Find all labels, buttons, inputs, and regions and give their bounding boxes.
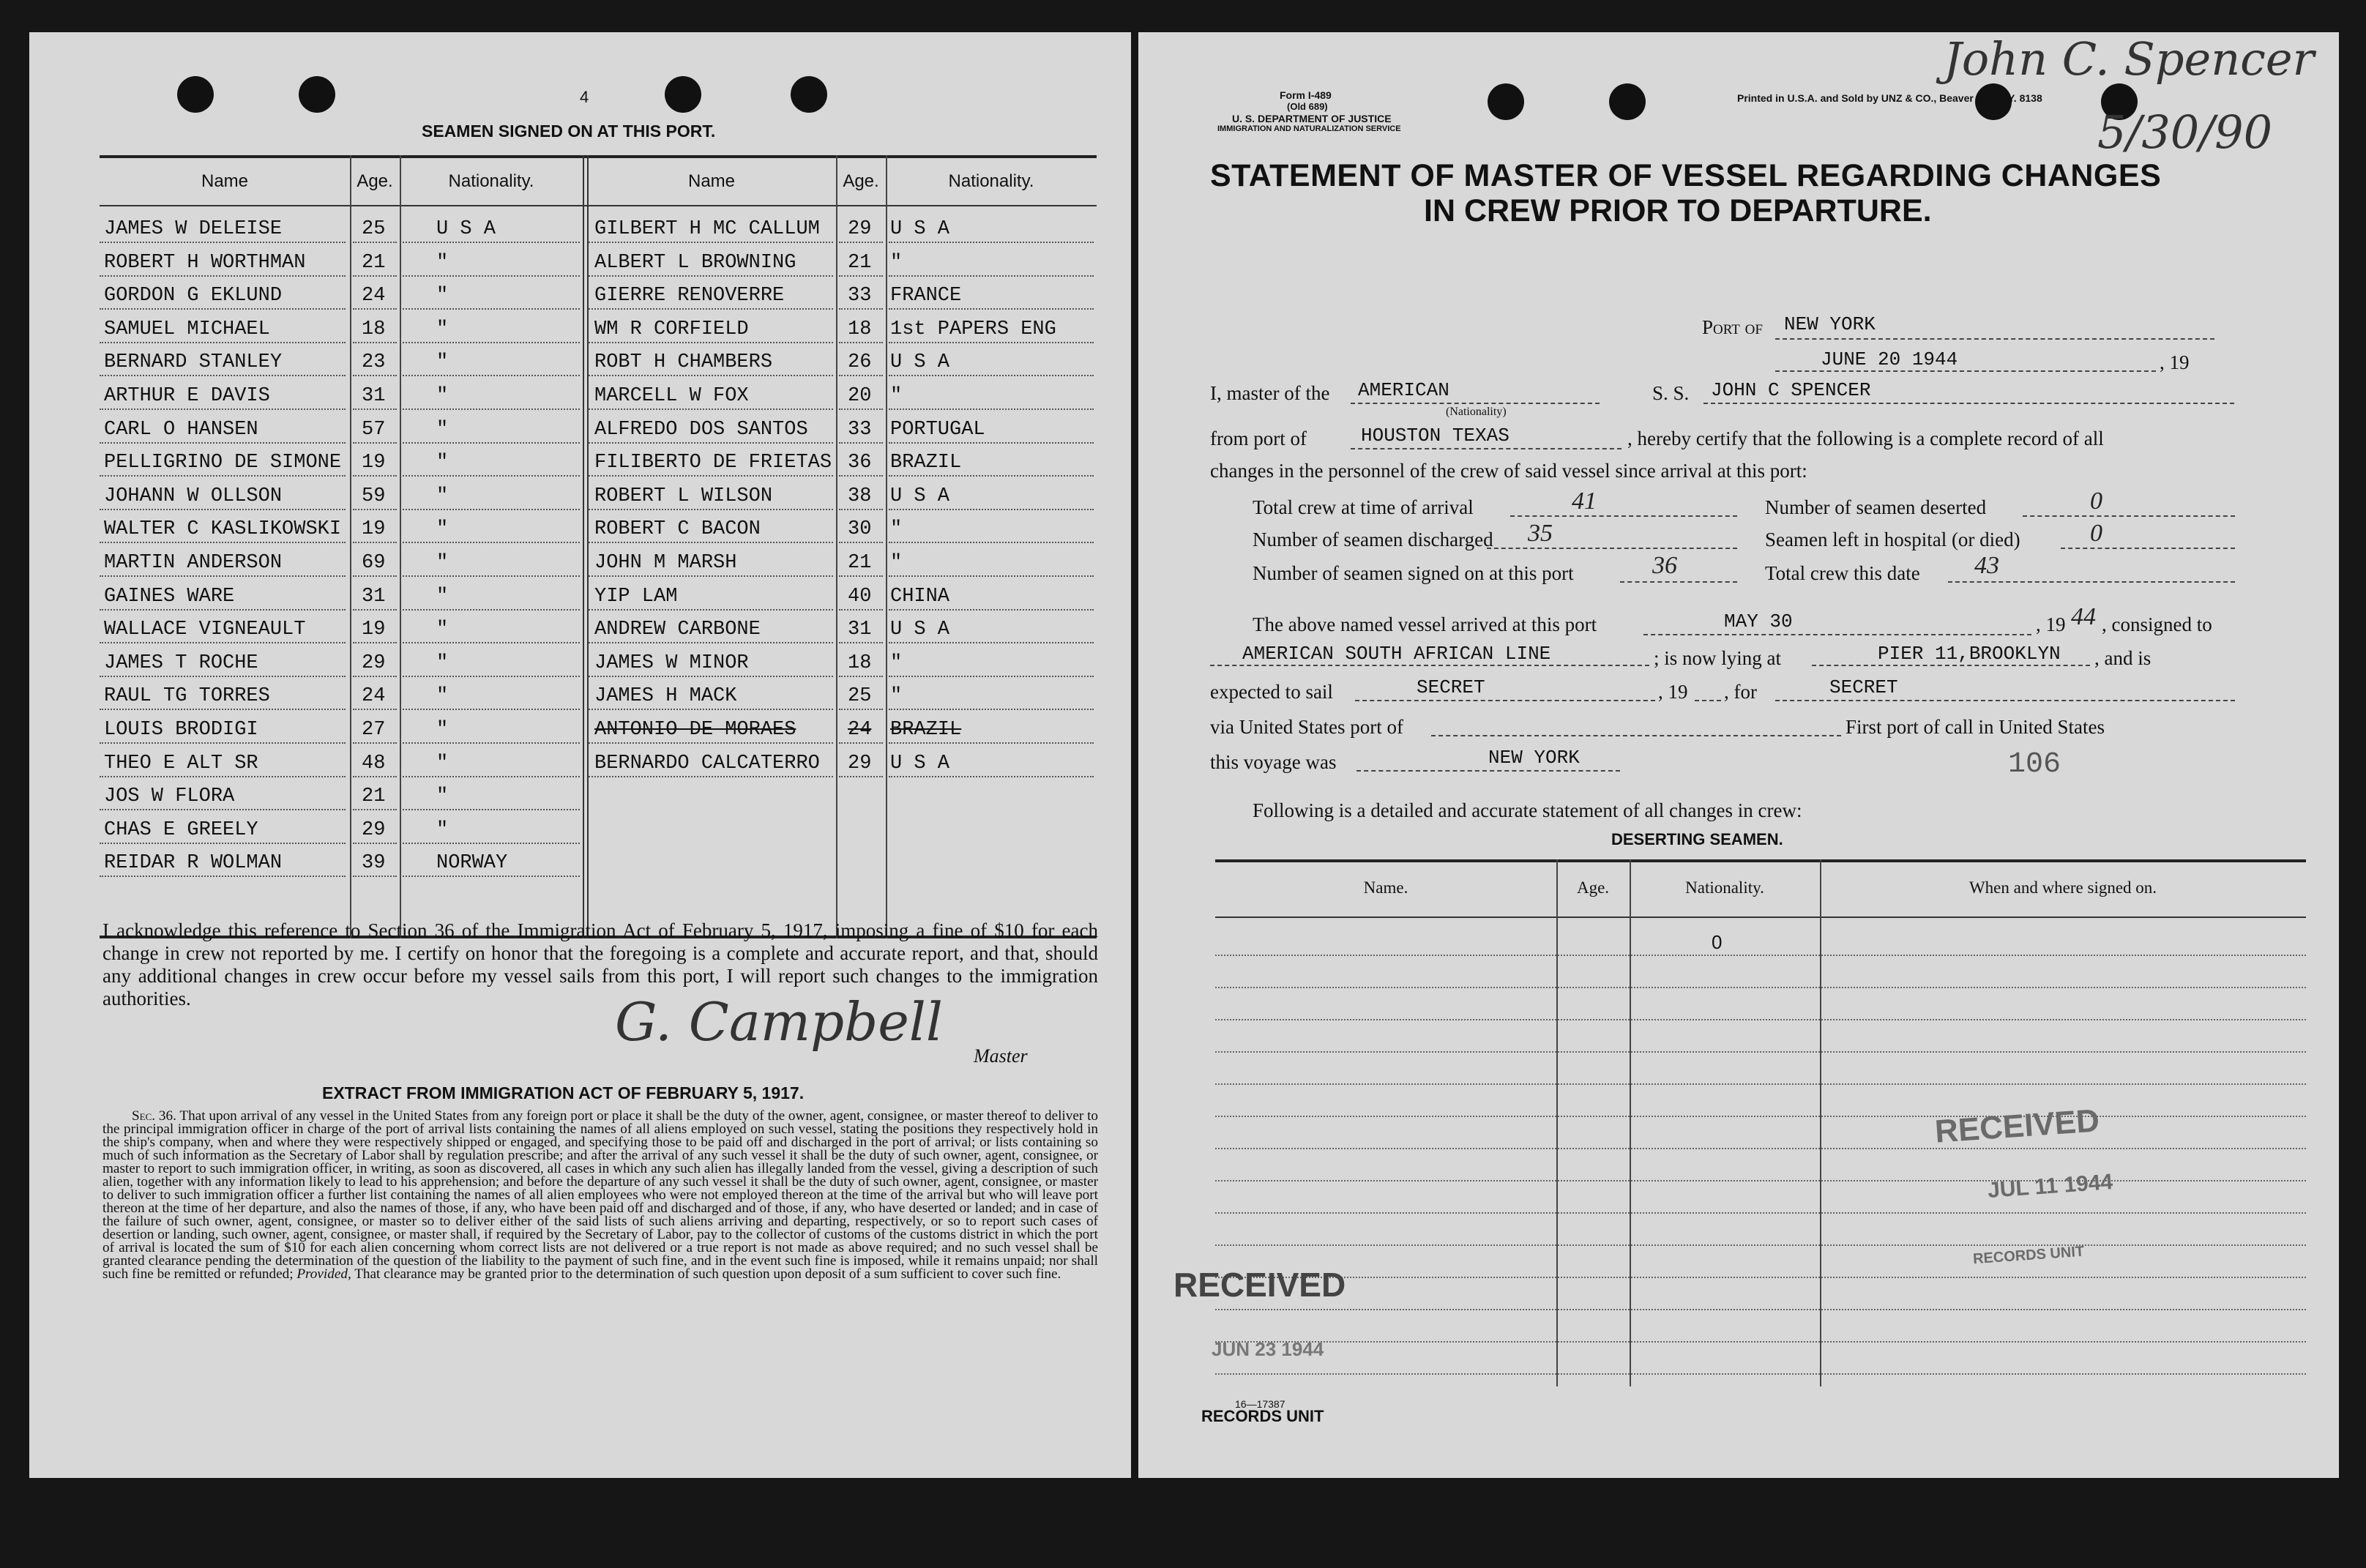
crew-age: 38	[848, 485, 872, 507]
crew-age: 18	[362, 318, 386, 340]
nationality-caption: (Nationality)	[1446, 406, 1507, 418]
extract-body: That upon arrival of any vessel in the United States from any foreign port or place it shall be the duty of the owner, agent, consignee, or master thereof to deliver to the principal immigration officer in charge of the port of arrival lists containing the names of all aliens employed on such vessel, stating the positions they respectively hold in the ship's company, when and where they were respectively shipped or engaged, and specifying those to be paid off and discharged in the port of arrival; or lists containing so much of such information as the Secretary of Labor shall by regulation prescribe; and after the arrival of any such vessel it shall be the duty of such owner, agent, consignee, or master to report to such immigration officer, in writing, as soon as discovered, all cases in which any such alien has illegally landed from the vessel, giving a description of such alien, together with any information likely to lead to his apprehension; and before the departure of any such vessel it shall be the duty of such owner, agent, consignee, or master to deliver to such immigration officer a further list containing the names of all alien employees who were not employed thereon at the time of the arrival but who will leave port thereon at the time of her departure, and also the names of those, if any, who have been paid off and discharged and of those, if any, who have deserted or landed; and in case of the failure of such owner, agent, consignee, or master so to deliver either of the said lists of such aliens arriving and departing, respectively, or so to report such cases of desertion or landing, such owner, agent, consignee, or master shall, if required by the Secretary of Labor, pay to the collector of customs of the customs district in which the port of arrival is located the sum of $10 for each alien concerning whom correct lists are not delivered or a true report is not made as above required; and no such vessel shall be granted clearance pending the determination of the question of the liability to the payment of such fine, and in the event such fine is imposed, while it remains unpaid; nor shall such fine be remitted or refunded;	[102, 1108, 1098, 1282]
crew-table-row	[100, 282, 1097, 314]
crew-name: YIP LAM	[594, 585, 678, 608]
crew-name: THEO E ALT SR	[104, 752, 258, 774]
crew-name: GORDON G EKLUND	[104, 285, 283, 307]
col-header-nationality: Nationality.	[448, 171, 534, 191]
expected-sail-label: expected to sail	[1210, 681, 1333, 703]
crew-age: 24	[848, 719, 872, 741]
crew-nationality: 1st PAPERS ENG	[890, 318, 1056, 340]
crew-age: 40	[848, 585, 872, 608]
crew-age: 18	[848, 652, 872, 674]
deserting-seamen-table	[1215, 859, 2306, 1386]
extract-title: EXTRACT FROM IMMIGRATION ACT OF FEBRUARY 5, 1917.	[322, 1083, 805, 1102]
crew-age: 19	[362, 619, 386, 641]
extract-text	[102, 1110, 1098, 1281]
changes-text: changes in the personnel of the crew of said vessel since arrival at this port:	[1210, 460, 1807, 482]
desert-col-age: Age.	[1576, 878, 1610, 897]
crew-table-row	[100, 382, 1097, 414]
crew-age: 27	[362, 719, 386, 741]
crew-nationality: "	[436, 685, 449, 708]
crew-age: 23	[362, 351, 386, 374]
expected-sail-value: SECRET	[1417, 676, 1485, 698]
crew-table-title: SEAMEN SIGNED ON AT THIS PORT.	[422, 122, 716, 141]
col-header-age: Age.	[357, 171, 393, 191]
crew-age: 21	[848, 251, 872, 274]
crew-nationality: "	[436, 619, 449, 641]
arrived-date: MAY 30	[1724, 611, 1793, 632]
crew-name: LOUIS BRODIGI	[104, 719, 258, 741]
arrived-label: The above named vessel arrived at this port	[1253, 613, 1597, 635]
crew-table-row	[100, 549, 1097, 581]
port-of-label: Port of	[1702, 316, 1763, 338]
crew-table-row	[100, 616, 1097, 648]
desert-col-nationality: Nationality.	[1685, 878, 1764, 897]
crew-name: JAMES T ROCHE	[104, 652, 258, 674]
crew-name: BERNARDO CALCATERRO	[594, 752, 820, 774]
crew-name: ALBERT L BROWNING	[594, 251, 796, 274]
crew-age: 24	[362, 285, 386, 307]
consignee-value: AMERICAN SOUTH AFRICAN LINE	[1242, 643, 1551, 665]
total-crew-date-value: 43	[1974, 552, 1999, 579]
nationality-value: AMERICAN	[1358, 379, 1449, 401]
crew-name: MARTIN ANDERSON	[104, 552, 283, 574]
punch-hole	[299, 76, 335, 113]
crew-nationality: PORTUGAL	[890, 418, 985, 441]
crew-nationality: "	[436, 385, 449, 407]
lying-at-value: PIER 11,BROOKLYN	[1878, 643, 2061, 665]
crew-age: 19	[362, 518, 386, 541]
crew-name: JAMES H MACK	[594, 685, 737, 708]
crew-table-row	[100, 783, 1097, 815]
crew-table-row	[100, 649, 1097, 682]
following-text: Following is a detailed and accurate statement of all changes in crew:	[1253, 799, 1802, 821]
consigned-label: , consigned to	[2102, 613, 2212, 635]
crew-name: JAMES W MINOR	[594, 652, 749, 674]
crew-name: JOHANN W OLLSON	[104, 485, 283, 507]
punch-hole	[1609, 83, 1646, 120]
crew-name: ROBERT L WILSON	[594, 485, 773, 507]
right-page	[1138, 32, 2339, 1478]
form-date: JUNE 20 1944	[1821, 348, 1958, 370]
crew-nationality: FRANCE	[890, 285, 962, 307]
crew-name: REIDAR R WOLMAN	[104, 852, 283, 875]
crew-age: 33	[848, 418, 872, 441]
crew-nationality: "	[890, 685, 903, 708]
crew-name: ALFREDO DOS SANTOS	[594, 418, 808, 441]
crew-age: 21	[362, 785, 386, 808]
crew-name: GILBERT H MC CALLUM	[594, 218, 820, 240]
crew-age: 33	[848, 285, 872, 307]
crew-nationality: BRAZIL	[890, 452, 962, 474]
from-port-value: HOUSTON TEXAS	[1361, 425, 1509, 447]
crew-age: 29	[848, 218, 872, 240]
crew-name: ROBERT H WORTHMAN	[104, 251, 306, 274]
desert-col-name: Name.	[1363, 878, 1408, 897]
acknowledgement-text: I acknowledge this reference to Section 36 of the Immigration Act of February 5, 1917, imposing a fine of $10 for each change in crew not reported by me. I certify on honor that the foregoing is a complete and accurate report, and that, should any additional changes in crew occur before my vessel sails from this port, I will report such changes to the immigration authorities.	[102, 919, 1098, 1009]
crew-age: 18	[848, 318, 872, 340]
crew-nationality: U S A	[436, 218, 496, 240]
from-port-label: from port of	[1210, 428, 1307, 449]
crew-nationality: NORWAY	[436, 852, 508, 875]
bottom-code: 16—17387	[1235, 1398, 1285, 1410]
crew-table-row	[100, 716, 1097, 748]
vessel-name: JOHN C SPENCER	[1711, 379, 1871, 401]
crew-age: 31	[362, 585, 386, 608]
for-label: , for	[1724, 681, 1757, 703]
crew-age: 25	[362, 218, 386, 240]
signed-on-value: 36	[1652, 552, 1677, 579]
crew-name: RAUL TG TORRES	[104, 685, 270, 708]
year-suffix: , 19	[2160, 351, 2190, 373]
crew-nationality: "	[436, 652, 449, 674]
crew-age: 21	[848, 552, 872, 574]
crew-age: 29	[362, 652, 386, 674]
crew-age: 25	[848, 685, 872, 708]
crew-nationality: "	[436, 418, 449, 441]
crew-age: 20	[848, 385, 872, 407]
crew-nationality: "	[436, 285, 449, 307]
crew-name: JOS W FLORA	[104, 785, 235, 808]
hospital-label: Seamen left in hospital (or died)	[1765, 529, 2020, 550]
crew-name: MARCELL W FOX	[594, 385, 749, 407]
crew-table-row	[100, 583, 1097, 615]
arrived-year-value: 44	[2071, 603, 2096, 630]
crew-age: 59	[362, 485, 386, 507]
crew-nationality: "	[890, 652, 903, 674]
crew-name: ROBT H CHAMBERS	[594, 351, 773, 374]
arrived-year-label: , 19	[2036, 613, 2066, 635]
crew-table-row	[100, 816, 1097, 848]
col-header-name: Name	[201, 171, 249, 191]
first-port-label: First port of call in United States	[1846, 716, 2105, 738]
master-signature: G. Campbell	[615, 991, 943, 1053]
for-value: SECRET	[1829, 676, 1898, 698]
crew-age: 19	[362, 452, 386, 474]
crew-name: ROBERT C BACON	[594, 518, 761, 541]
crew-table-row	[100, 682, 1097, 714]
crew-name: WALLACE VIGNEAULT	[104, 619, 306, 641]
crew-nationality: "	[436, 818, 449, 841]
punch-hole	[177, 76, 214, 113]
old-form-number: (Old 689)	[1287, 101, 1328, 112]
desert-zero-entry: 0	[1712, 931, 1723, 953]
deserting-seamen-title: DESERTING SEAMEN.	[1611, 830, 1783, 848]
desert-col-signed-on: When and where signed on.	[1968, 878, 2157, 897]
received-stamp-2: RECEIVED	[1173, 1266, 1346, 1304]
crew-nationality: "	[436, 785, 449, 808]
crew-name: ANTONIO DE MORAES	[594, 719, 796, 741]
ss-label: S. S.	[1652, 382, 1690, 404]
extract-tail: That clearance may be granted prior to the determination of such question upon deposit of a sum sufficient to cover such fine.	[354, 1266, 1061, 1282]
crew-name: FILIBERTO DE FRIETAS	[594, 452, 832, 474]
punch-hole	[791, 76, 827, 113]
form-title-line2: IN CREW PRIOR TO DEPARTURE.	[1424, 193, 1932, 228]
deserted-value: 0	[2090, 488, 2102, 515]
col-header-name: Name	[687, 171, 736, 191]
crew-nationality: "	[436, 251, 449, 274]
received-stamp-2-date: JUN 23 1944	[1212, 1338, 1324, 1360]
voyage-label: this voyage was	[1210, 751, 1337, 773]
left-page	[29, 32, 1131, 1478]
received-stamp-1-date: JUL 11 1944	[1987, 1170, 2114, 1203]
crew-table-row	[100, 482, 1097, 515]
crew-nationality: "	[890, 552, 903, 574]
crew-nationality: "	[436, 719, 449, 741]
total-crew-date-label: Total crew this date	[1765, 562, 1920, 584]
department: U. S. DEPARTMENT OF JUSTICE	[1232, 113, 1392, 124]
crew-nationality: BRAZIL	[890, 719, 962, 741]
via-label: via United States port of	[1210, 716, 1403, 738]
printed-in: Printed in U.S.A. and Sold by UNZ & CO., Beaver St., N. Y. 8138	[1737, 92, 2042, 104]
crew-table-row	[100, 750, 1097, 782]
crew-nationality: "	[890, 518, 903, 541]
crew-age: 48	[362, 752, 386, 774]
crew-age: 39	[362, 852, 386, 875]
crew-age: 69	[362, 552, 386, 574]
crew-name: ANDREW CARBONE	[594, 619, 761, 641]
crew-table-row	[100, 416, 1097, 448]
crew-table-row	[100, 316, 1097, 348]
crew-name: CHAS E GREELY	[104, 818, 258, 841]
crew-age: 31	[848, 619, 872, 641]
crew-nationality: "	[436, 518, 449, 541]
crew-nationality: "	[436, 318, 449, 340]
crew-age: 24	[362, 685, 386, 708]
handwritten-vessel-name: John C. Spencer	[1944, 32, 2315, 86]
total-crew-arrival-label: Total crew at time of arrival	[1253, 496, 1474, 518]
crew-nationality: "	[890, 385, 903, 407]
crew-name: JOHN M MARSH	[594, 552, 737, 574]
page-stamp-number: 106	[2008, 748, 2061, 781]
crew-nationality: "	[436, 585, 449, 608]
signed-on-label: Number of seamen signed on at this port	[1253, 562, 1574, 584]
crew-name: WM R CORFIELD	[594, 318, 749, 340]
col-header-age: Age.	[843, 171, 879, 191]
crew-name: WALTER C KASLIKOWSKI	[104, 518, 342, 541]
service: IMMIGRATION AND NATURALIZATION SERVICE	[1217, 124, 1401, 133]
deserted-label: Number of seamen deserted	[1765, 496, 1987, 518]
lying-label: ; is now lying at	[1654, 647, 1781, 669]
extract-section: Sec. 36.	[132, 1108, 176, 1124]
received-stamp-1: RECEIVED	[1933, 1102, 2101, 1150]
crew-name: GIERRE RENOVERRE	[594, 285, 785, 307]
seamen-signed-table	[100, 155, 1097, 938]
crew-age: 29	[848, 752, 872, 774]
crew-nationality: U S A	[890, 752, 950, 774]
crew-nationality: U S A	[890, 218, 950, 240]
form-title-line1: STATEMENT OF MASTER OF VESSEL REGARDING CHANGES	[1210, 158, 2162, 193]
crew-nationality: "	[436, 485, 449, 507]
punch-hole	[665, 76, 701, 113]
crew-nationality: CHINA	[890, 585, 950, 608]
crew-nationality: "	[436, 452, 449, 474]
master-of-label: I, master of the	[1210, 382, 1330, 404]
crew-age: 57	[362, 418, 386, 441]
crew-table-row	[100, 348, 1097, 381]
first-port-value: NEW YORK	[1488, 747, 1580, 769]
crew-name: BERNARD STANLEY	[104, 351, 283, 374]
crew-nationality: "	[436, 552, 449, 574]
crew-nationality: "	[436, 351, 449, 374]
crew-name: SAMUEL MICHAEL	[104, 318, 270, 340]
crew-age: 31	[362, 385, 386, 407]
crew-age: 36	[848, 452, 872, 474]
port-of-value: NEW YORK	[1784, 313, 1876, 335]
crew-table-row	[100, 849, 1097, 881]
crew-name: GAINES WARE	[104, 585, 235, 608]
expected-year-label: , 19	[1658, 681, 1688, 703]
crew-table-row	[100, 215, 1097, 247]
total-crew-arrival-value: 41	[1572, 488, 1597, 515]
col-header-nationality: Nationality.	[948, 171, 1034, 191]
crew-age: 29	[362, 818, 386, 841]
crew-nationality: "	[436, 752, 449, 774]
punch-hole	[1488, 83, 1524, 120]
page-number: 4	[580, 88, 589, 106]
master-label: Master	[974, 1045, 1028, 1067]
extract-provided: Provided,	[296, 1266, 351, 1282]
hospital-value: 0	[2090, 520, 2102, 547]
crew-age: 30	[848, 518, 872, 541]
handwritten-date: 5/30/90	[2097, 105, 2273, 159]
bottom-records-unit: RECORDS UNIT	[1201, 1407, 1324, 1425]
crew-nationality: U S A	[890, 485, 950, 507]
crew-age: 21	[362, 251, 386, 274]
crew-name: PELLIGRINO DE SIMONE	[104, 452, 342, 474]
crew-table-row	[100, 449, 1097, 481]
form-number: Form I-489	[1280, 89, 1332, 101]
crew-nationality: U S A	[890, 351, 950, 374]
received-stamp-1-unit: RECORDS UNIT	[1972, 1243, 2085, 1268]
discharged-value: 35	[1528, 520, 1553, 547]
discharged-label: Number of seamen discharged	[1253, 529, 1493, 550]
crew-table-row	[100, 249, 1097, 281]
certify-text: , hereby certify that the following is a complete record of all	[1627, 428, 2104, 449]
crew-age: 26	[848, 351, 872, 374]
and-is-label: , and is	[2094, 647, 2152, 669]
crew-nationality: U S A	[890, 619, 950, 641]
crew-name: CARL O HANSEN	[104, 418, 258, 441]
crew-table-row	[100, 515, 1097, 548]
crew-name: ARTHUR E DAVIS	[104, 385, 270, 407]
crew-name: JAMES W DELEISE	[104, 218, 283, 240]
crew-nationality: "	[890, 251, 903, 274]
